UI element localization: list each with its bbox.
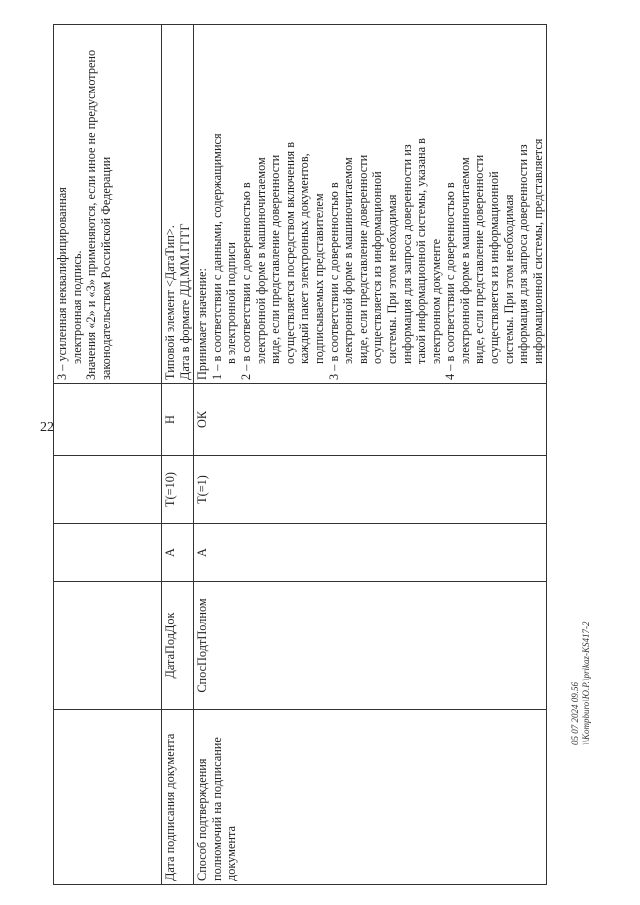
table-cell — [54, 710, 162, 885]
format-table — [53, 24, 547, 885]
presence-cell: Н — [162, 384, 194, 456]
table-cell — [54, 384, 162, 456]
table-cell — [54, 582, 162, 710]
rotated-table-area — [53, 25, 575, 885]
table-cell — [54, 524, 162, 582]
format-cell: T(=10) — [162, 456, 194, 524]
element-code-cell: СпосПодтПолном — [194, 582, 547, 710]
footer-stamp: 05 07 2024 09.56 \\Kompburo\Ю.Р.\prikaz-KS417-2 — [570, 621, 591, 745]
element-name-cell: Дата подписания документа — [162, 710, 194, 885]
table-row — [54, 25, 162, 885]
format-cell: T(=1) — [194, 456, 547, 524]
description-cell: Типовой элемент <ДатаТип>. Дата в формате ДД.ММ.ГГГГ — [162, 25, 194, 384]
element-name-cell: Способ подтверждения полномочий на подписание документа — [194, 710, 547, 885]
table-row — [162, 25, 194, 885]
element-code-cell: ДатаПодДок — [162, 582, 194, 710]
type-cell: А — [194, 524, 547, 582]
description-cell: Принимает значение: 1 – в соответствии с данными, содержащимися в электронной подписи 2 – в соответствии с доверенностью в электронной форме в машиночитаемом виде, если представление доверенности осуществляется посредством включения в каждый пакет электронных документов, подписываемых представителем 3 – в соответствии с доверенностью в электронной форме в машиночитаемом виде, если представление доверенности осуществляется из информационной системы. При этом необходимая информация для запроса доверенности из такой информационной системы, указана в электронном документе 4 – в соответствии с доверенностью в электронной форме в машиночитаемом виде, если представление доверенности осуществляется из информационной системы. При этом необходимая информация для запроса доверенности из информационной системы, представляется — [194, 25, 547, 384]
table-cell — [54, 456, 162, 524]
type-cell: А — [162, 524, 194, 582]
presence-cell: ОК — [194, 384, 547, 456]
page-number: 22 — [40, 420, 54, 435]
description-cell: 3 – усиленная неквалифицированная электронная подпись. Значения «2» и «3» применяются, если иное не предусмотрено законодательством Российской Федерации — [54, 25, 162, 384]
table-row — [194, 25, 547, 885]
